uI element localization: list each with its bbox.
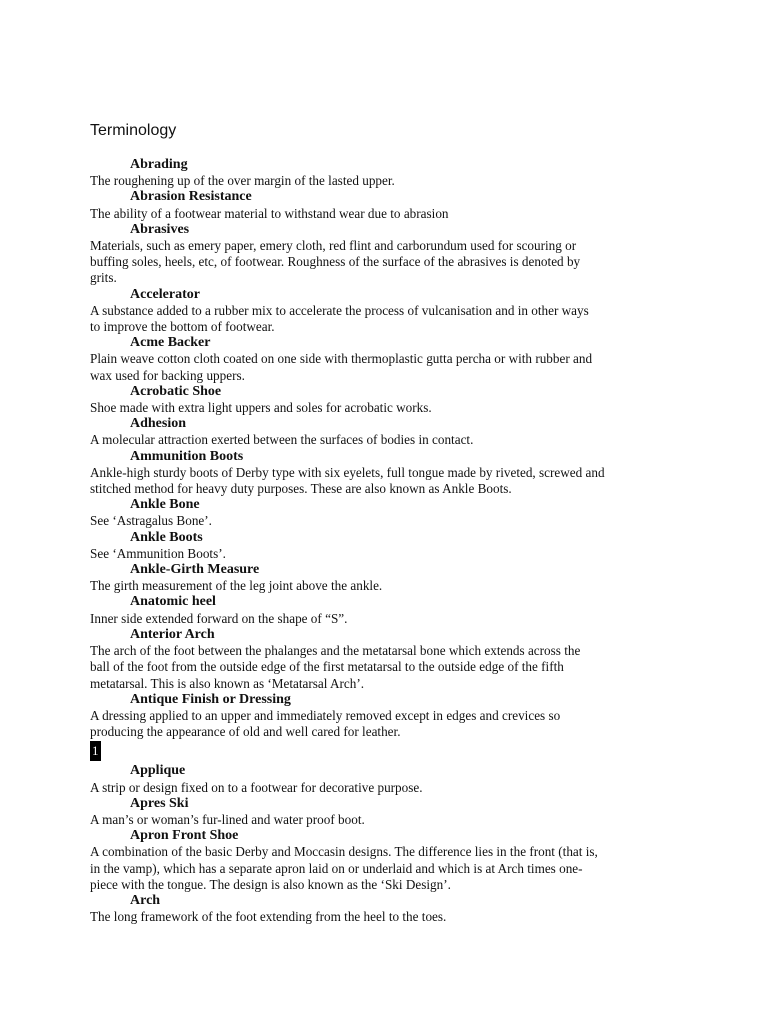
- definition-line: The arch of the foot between the phalanges and the metatarsal bone which extends across the: [90, 643, 581, 659]
- definition-line: Shoe made with extra light uppers and soles for acrobatic works.: [90, 400, 432, 416]
- glossary-entry: [90, 893, 690, 925]
- glossary-entry: [90, 335, 690, 384]
- term-heading: Abrading: [130, 157, 188, 172]
- definition-line: The ability of a footwear material to withstand wear due to abrasion: [90, 205, 449, 221]
- definition-line: A combination of the basic Derby and Moccasin designs. The difference lies in the front (that is,: [90, 844, 598, 860]
- glossary-entry: [90, 287, 690, 336]
- definition-line: producing the appearance of old and well cared for leather.: [90, 724, 401, 740]
- definition-line: A dressing applied to an upper and immediately removed except in edges and crevices so: [90, 707, 561, 723]
- glossary-entry: [90, 627, 690, 692]
- term-heading: Abrasives: [130, 221, 190, 237]
- definition-line: grits.: [90, 270, 117, 286]
- term-heading: Acrobatic Shoe: [130, 383, 222, 399]
- term-heading: Acme Backer: [130, 335, 211, 351]
- term-heading: Anatomic heel: [130, 594, 216, 610]
- glossary-entry: [90, 416, 690, 448]
- term-heading: Apres Ski: [130, 795, 189, 811]
- definition-line: A substance added to a rubber mix to accelerate the process of vulcanisation and in other ways: [90, 302, 589, 318]
- definition-line: wax used for backing uppers.: [90, 367, 245, 383]
- term-heading: Arch: [130, 892, 161, 908]
- glossary-entry: [90, 594, 690, 626]
- definition-line: in the vamp), which has a separate apron laid on or underlaid and which is at Arch times one-: [90, 860, 583, 876]
- glossary-entry: [90, 828, 690, 893]
- term-heading: Ammunition Boots: [130, 448, 244, 464]
- definition-line: See ‘Ammunition Boots’.: [90, 545, 226, 561]
- definition-line: The long framework of the foot extending from the heel to the toes.: [90, 909, 447, 925]
- definition-line: A molecular attraction exerted between the surfaces of bodies in contact.: [90, 432, 474, 448]
- glossary-entry: [90, 796, 690, 828]
- term-heading: Applique: [130, 763, 186, 779]
- glossary-entry: [90, 530, 690, 562]
- definition-line: A strip or design fixed on to a footwear for decorative purpose.: [90, 779, 423, 795]
- term-heading: Anterior Arch: [130, 626, 215, 642]
- definition-line: See ‘Astragalus Bone’.: [90, 513, 212, 529]
- glossary-group-a: [90, 157, 690, 740]
- definition-line: metatarsal. This is also known as ‘Metatarsal Arch’.: [90, 675, 365, 691]
- term-heading: Adhesion: [130, 416, 187, 432]
- page-title: Terminology: [90, 122, 177, 139]
- definition-line: piece with the tongue. The design is also known as the ‘Ski Design’.: [90, 876, 451, 892]
- glossary-entry: [90, 763, 690, 795]
- definition-line: Materials, such as emery paper, emery cloth, red flint and carborundum used for scouring or: [90, 238, 577, 254]
- term-heading: Ankle-Girth Measure: [130, 562, 260, 578]
- definition-line: The roughening up of the over margin of the lasted upper.: [90, 173, 395, 189]
- definition-line: Ankle-high sturdy boots of Derby type with six eyelets, full tongue made by riveted, screwed and: [90, 464, 605, 480]
- definition-line: A man’s or woman’s fur-lined and water proof boot.: [90, 811, 365, 827]
- glossary-group-b: [90, 763, 690, 925]
- definition-line: Inner side extended forward on the shape of “S”.: [90, 610, 348, 626]
- definition-line: Plain weave cotton cloth coated on one side with thermoplastic gutta percha or with rubber and: [90, 351, 593, 367]
- definition-line: buffing soles, heels, etc, of footwear. Roughness of the surface of the abrasives is denoted by: [90, 254, 581, 270]
- term-heading: Abrasion Resistance: [130, 189, 252, 205]
- glossary-entry: [90, 497, 690, 529]
- definition-line: stitched method for heavy duty purposes. These are also known as Ankle Boots.: [90, 481, 512, 497]
- glossary-entry: [90, 449, 690, 498]
- term-heading: Antique Finish or Dressing: [130, 691, 291, 707]
- page-marker: 1: [90, 741, 101, 761]
- term-heading: Apron Front Shoe: [130, 828, 239, 844]
- glossary: [90, 157, 690, 925]
- glossary-entry: [90, 222, 690, 287]
- glossary-entry: [90, 384, 690, 416]
- definition-line: The girth measurement of the leg joint above the ankle.: [90, 578, 383, 594]
- term-heading: Ankle Bone: [130, 497, 200, 513]
- glossary-entry: [90, 562, 690, 594]
- glossary-entry: [90, 157, 690, 189]
- glossary-entry: [90, 189, 690, 221]
- definition-line: ball of the foot from the outside edge of the first metatarsal to the outside edge of the fifth: [90, 659, 564, 675]
- term-heading: Accelerator: [130, 286, 200, 302]
- glossary-entry: [90, 692, 690, 741]
- term-heading: Ankle Boots: [130, 529, 203, 545]
- definition-line: to improve the bottom of footwear.: [90, 319, 275, 335]
